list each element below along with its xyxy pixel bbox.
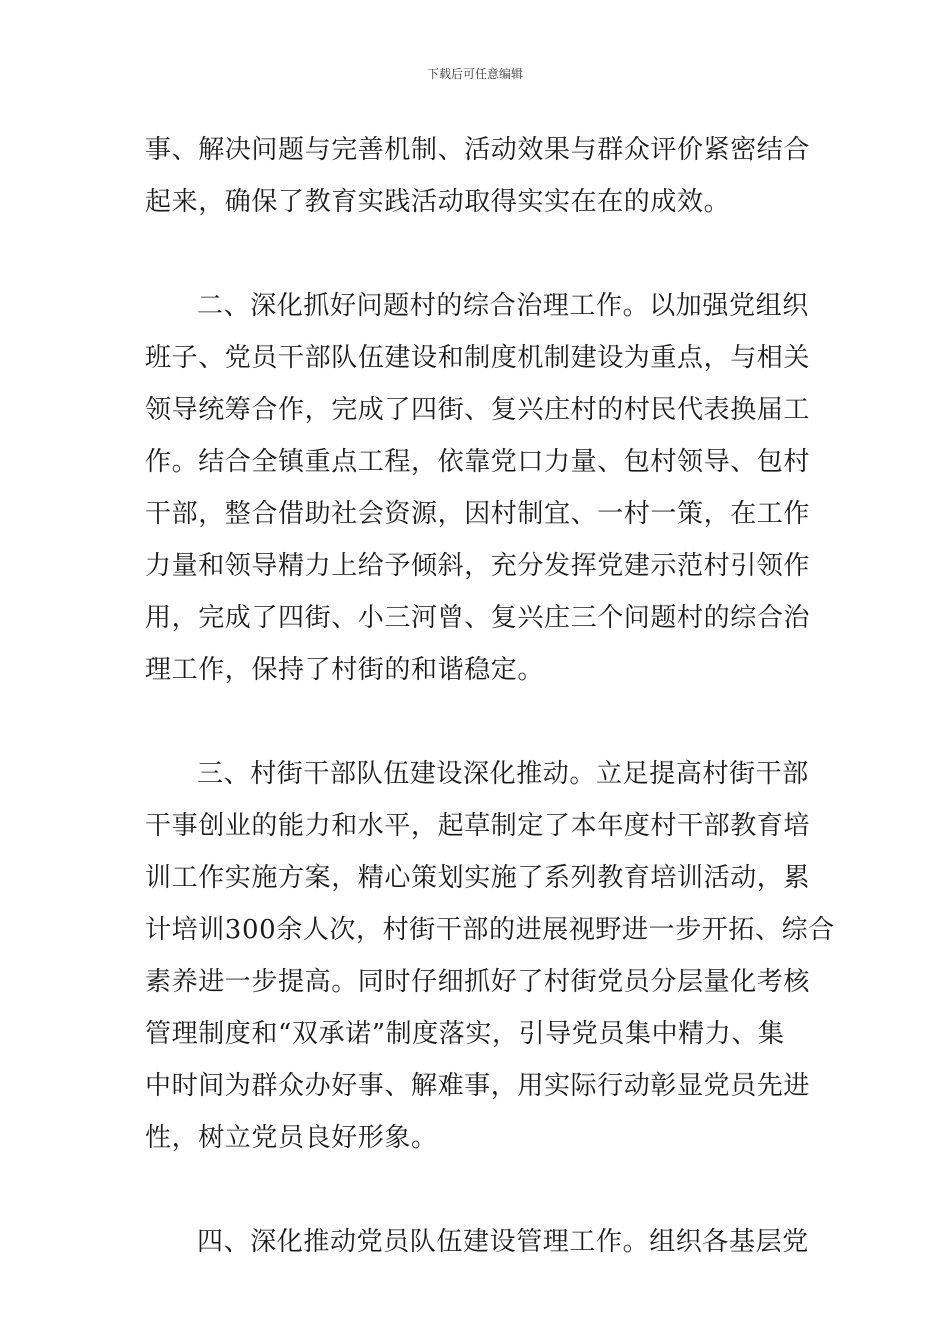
text-line: 干事创业的能力和水平，起草制定了本年度村干部教育培 (145, 811, 811, 841)
text-line: 中时间为群众办好事、解难事，用实际行动彰显党员先进 (145, 1071, 811, 1101)
text-line: 作。结合全镇重点工程，依靠党口力量、包村领导、包村 (145, 447, 811, 477)
text-line: 二、深化抓好问题村的综合治理工作。以加强党组织 (197, 291, 809, 321)
text-line: 干部，整合借助社会资源，因村制宜、一村一策，在工作 (145, 499, 811, 529)
paragraph-gap (145, 696, 815, 748)
text-line: 性，树立党员良好形象。 (145, 1123, 438, 1153)
paragraph-gap (145, 228, 815, 280)
text-line: 训工作实施方案，精心策划实施了系列教育培训活动，累 (145, 863, 811, 893)
text-line: 事、解决问题与完善机制、活动效果与群众评价紧密结合 (145, 135, 811, 165)
text-line: 领导统筹合作，完成了四街、复兴庄村的村民代表换届工 (145, 395, 811, 425)
document-body (145, 124, 835, 1268)
text-line: 素养进一步提高。同时仔细抓好了村街党员分层量化考核 (145, 967, 811, 997)
text-line: 起来，确保了教育实践活动取得实实在在的成效。 (145, 187, 731, 217)
text-line: 管理制度和“双承诺”制度落实，引导党员集中精力、集 (145, 1019, 785, 1049)
text-line: 用，完成了四街、小三河曾、复兴庄三个问题村的综合治 (145, 603, 811, 633)
text-line: 班子、党员干部队伍建设和制度机制建设为重点，与相关 (145, 343, 811, 373)
text-line: 力量和领导精力上给予倾斜，充分发挥党建示范村引领作 (145, 551, 811, 581)
page-header-note: 下载后可任意编辑 (426, 67, 523, 81)
paragraph-section-2 (145, 280, 815, 696)
paragraph-gap (145, 1164, 815, 1216)
text-line: 四、深化推动党员队伍建设管理工作。组织各基层党 (197, 1227, 809, 1257)
text-line: 计培训300余人次，村街干部的进展视野进一步开拓、综合 (145, 915, 835, 945)
paragraph-section-3 (145, 748, 835, 1164)
text-line: 三、村街干部队伍建设深化推动。立足提高村街干部 (197, 759, 809, 789)
paragraph-continuation (145, 124, 815, 228)
paragraph-section-4 (145, 1216, 815, 1268)
text-line: 理工作，保持了村街的和谐稳定。 (145, 655, 545, 685)
